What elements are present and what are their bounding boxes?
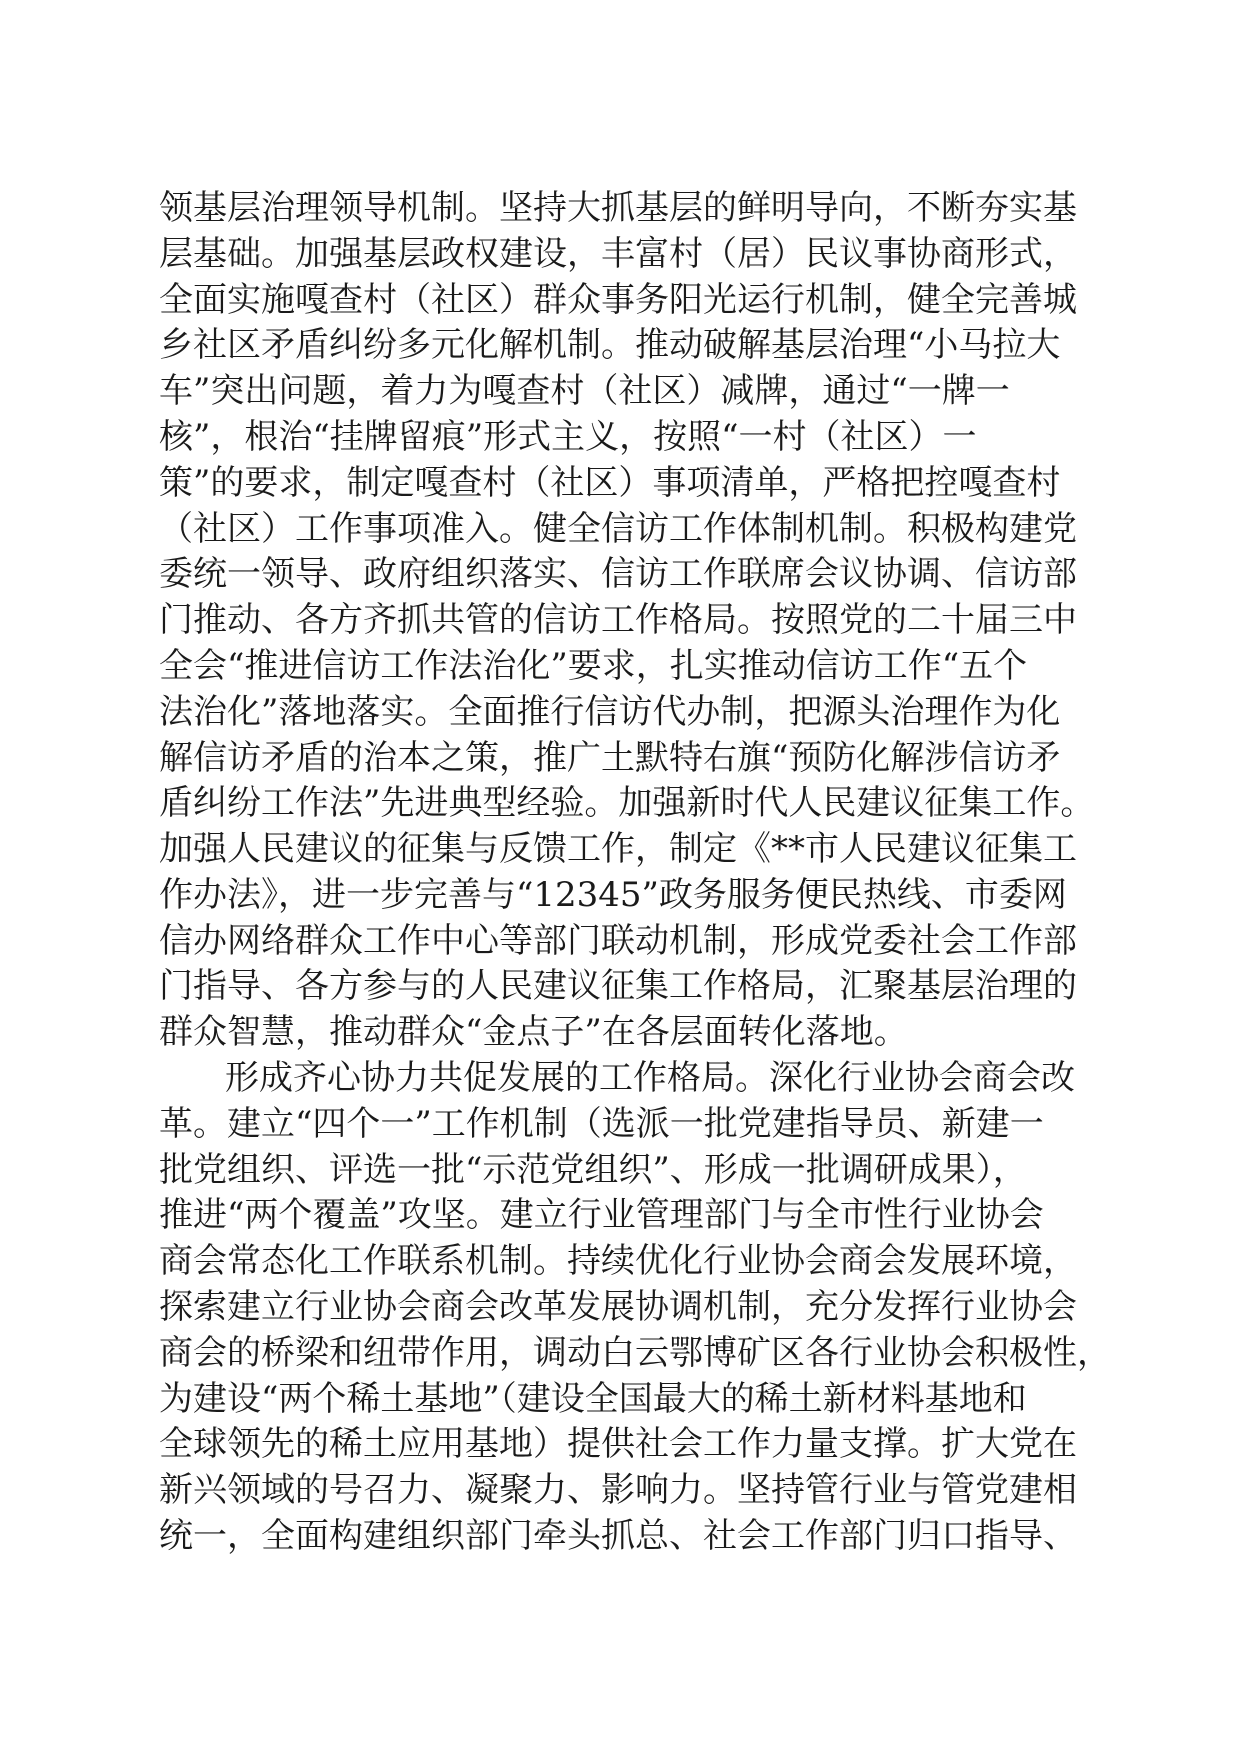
- text-line: 层基础。加强基层政权建设，丰富村（居）民议事协商形式，: [159, 234, 1077, 274]
- text-line: 信办网络群众工作中心等部门联动机制，形成党委社会工作部: [159, 921, 1077, 961]
- text-line: 策”的要求，制定嘎查村（社区）事项清单，严格把控嘎查村: [159, 463, 1061, 503]
- text-line: 门推动、各方齐抓共管的信访工作格局。按照党的二十届三中: [159, 600, 1077, 640]
- paragraph-start-line: 形成齐心协力共促发展的工作格局。深化行业协会商会改: [225, 1058, 1075, 1098]
- text-line: 盾纠纷工作法”先进典型经验。加强新时代人民建议征集工作。: [159, 783, 1095, 823]
- text-line: 加强人民建议的征集与反馈工作，制定《**市人民建议征集工: [159, 829, 1077, 869]
- text-line: 商会的桥梁和纽带作用，调动白云鄂博矿区各行业协会积极性，: [159, 1333, 1111, 1373]
- text-line: 核”，根治“挂牌留痕”形式主义，按照“一村（社区）一: [159, 417, 977, 457]
- text-line: 推进“两个覆盖”攻坚。建立行业管理部门与全市性行业协会: [159, 1195, 1044, 1235]
- text-line: 车”突出问题，着力为嘎查村（社区）减牌，通过“一牌一: [159, 371, 1010, 411]
- text-line: 作办法》，进一步完善与“12345”政务服务便民热线、市委网: [159, 875, 1067, 915]
- text-line: （社区）工作事项准入。健全信访工作体制机制。积极构建党: [159, 509, 1077, 549]
- text-line: 法治化”落地落实。全面推行信访代办制，把源头治理作为化: [159, 692, 1061, 732]
- text-line: 解信访矛盾的治本之策，推广土默特右旗“预防化解涉信访矛: [159, 738, 1061, 778]
- text-line: 批党组织、评选一批“示范党组织”、形成一批调研成果），: [159, 1150, 1027, 1190]
- text-line: 探索建立行业协会商会改革发展协调机制，充分发挥行业协会: [159, 1287, 1077, 1327]
- text-line: 商会常态化工作联系机制。持续优化行业协会商会发展环境，: [159, 1241, 1077, 1281]
- text-line: 统一，全面构建组织部门牵头抓总、社会工作部门归口指导、: [159, 1516, 1077, 1556]
- text-line: 全会“推进信访工作法治化”要求，扎实推动信访工作“五个: [159, 646, 1028, 686]
- text-line: 乡社区矛盾纠纷多元化解机制。推动破解基层治理“小马拉大: [159, 325, 1061, 365]
- text-line: 全球领先的稀土应用基地）提供社会工作力量支撑。扩大党在: [159, 1424, 1077, 1464]
- text-line: 为建设“两个稀土基地”（建设全国最大的稀土新材料基地和: [159, 1379, 1027, 1419]
- text-line: 全面实施嘎查村（社区）群众事务阳光运行机制，健全完善城: [159, 280, 1077, 320]
- text-line: 领基层治理领导机制。坚持大抓基层的鲜明导向，不断夯实基: [159, 188, 1077, 228]
- text-line: 委统一领导、政府组织落实、信访工作联席会议协调、信访部: [159, 554, 1077, 594]
- text-line: 群众智慧，推动群众“金点子”在各层面转化落地。: [159, 1012, 908, 1052]
- text-line: 门指导、各方参与的人民建议征集工作格局，汇聚基层治理的: [159, 966, 1077, 1006]
- text-line: 新兴领域的号召力、凝聚力、影响力。坚持管行业与管党建相: [159, 1470, 1077, 1510]
- text-line: 革。建立“四个一”工作机制（选派一批党建指导员、新建一: [159, 1104, 1044, 1144]
